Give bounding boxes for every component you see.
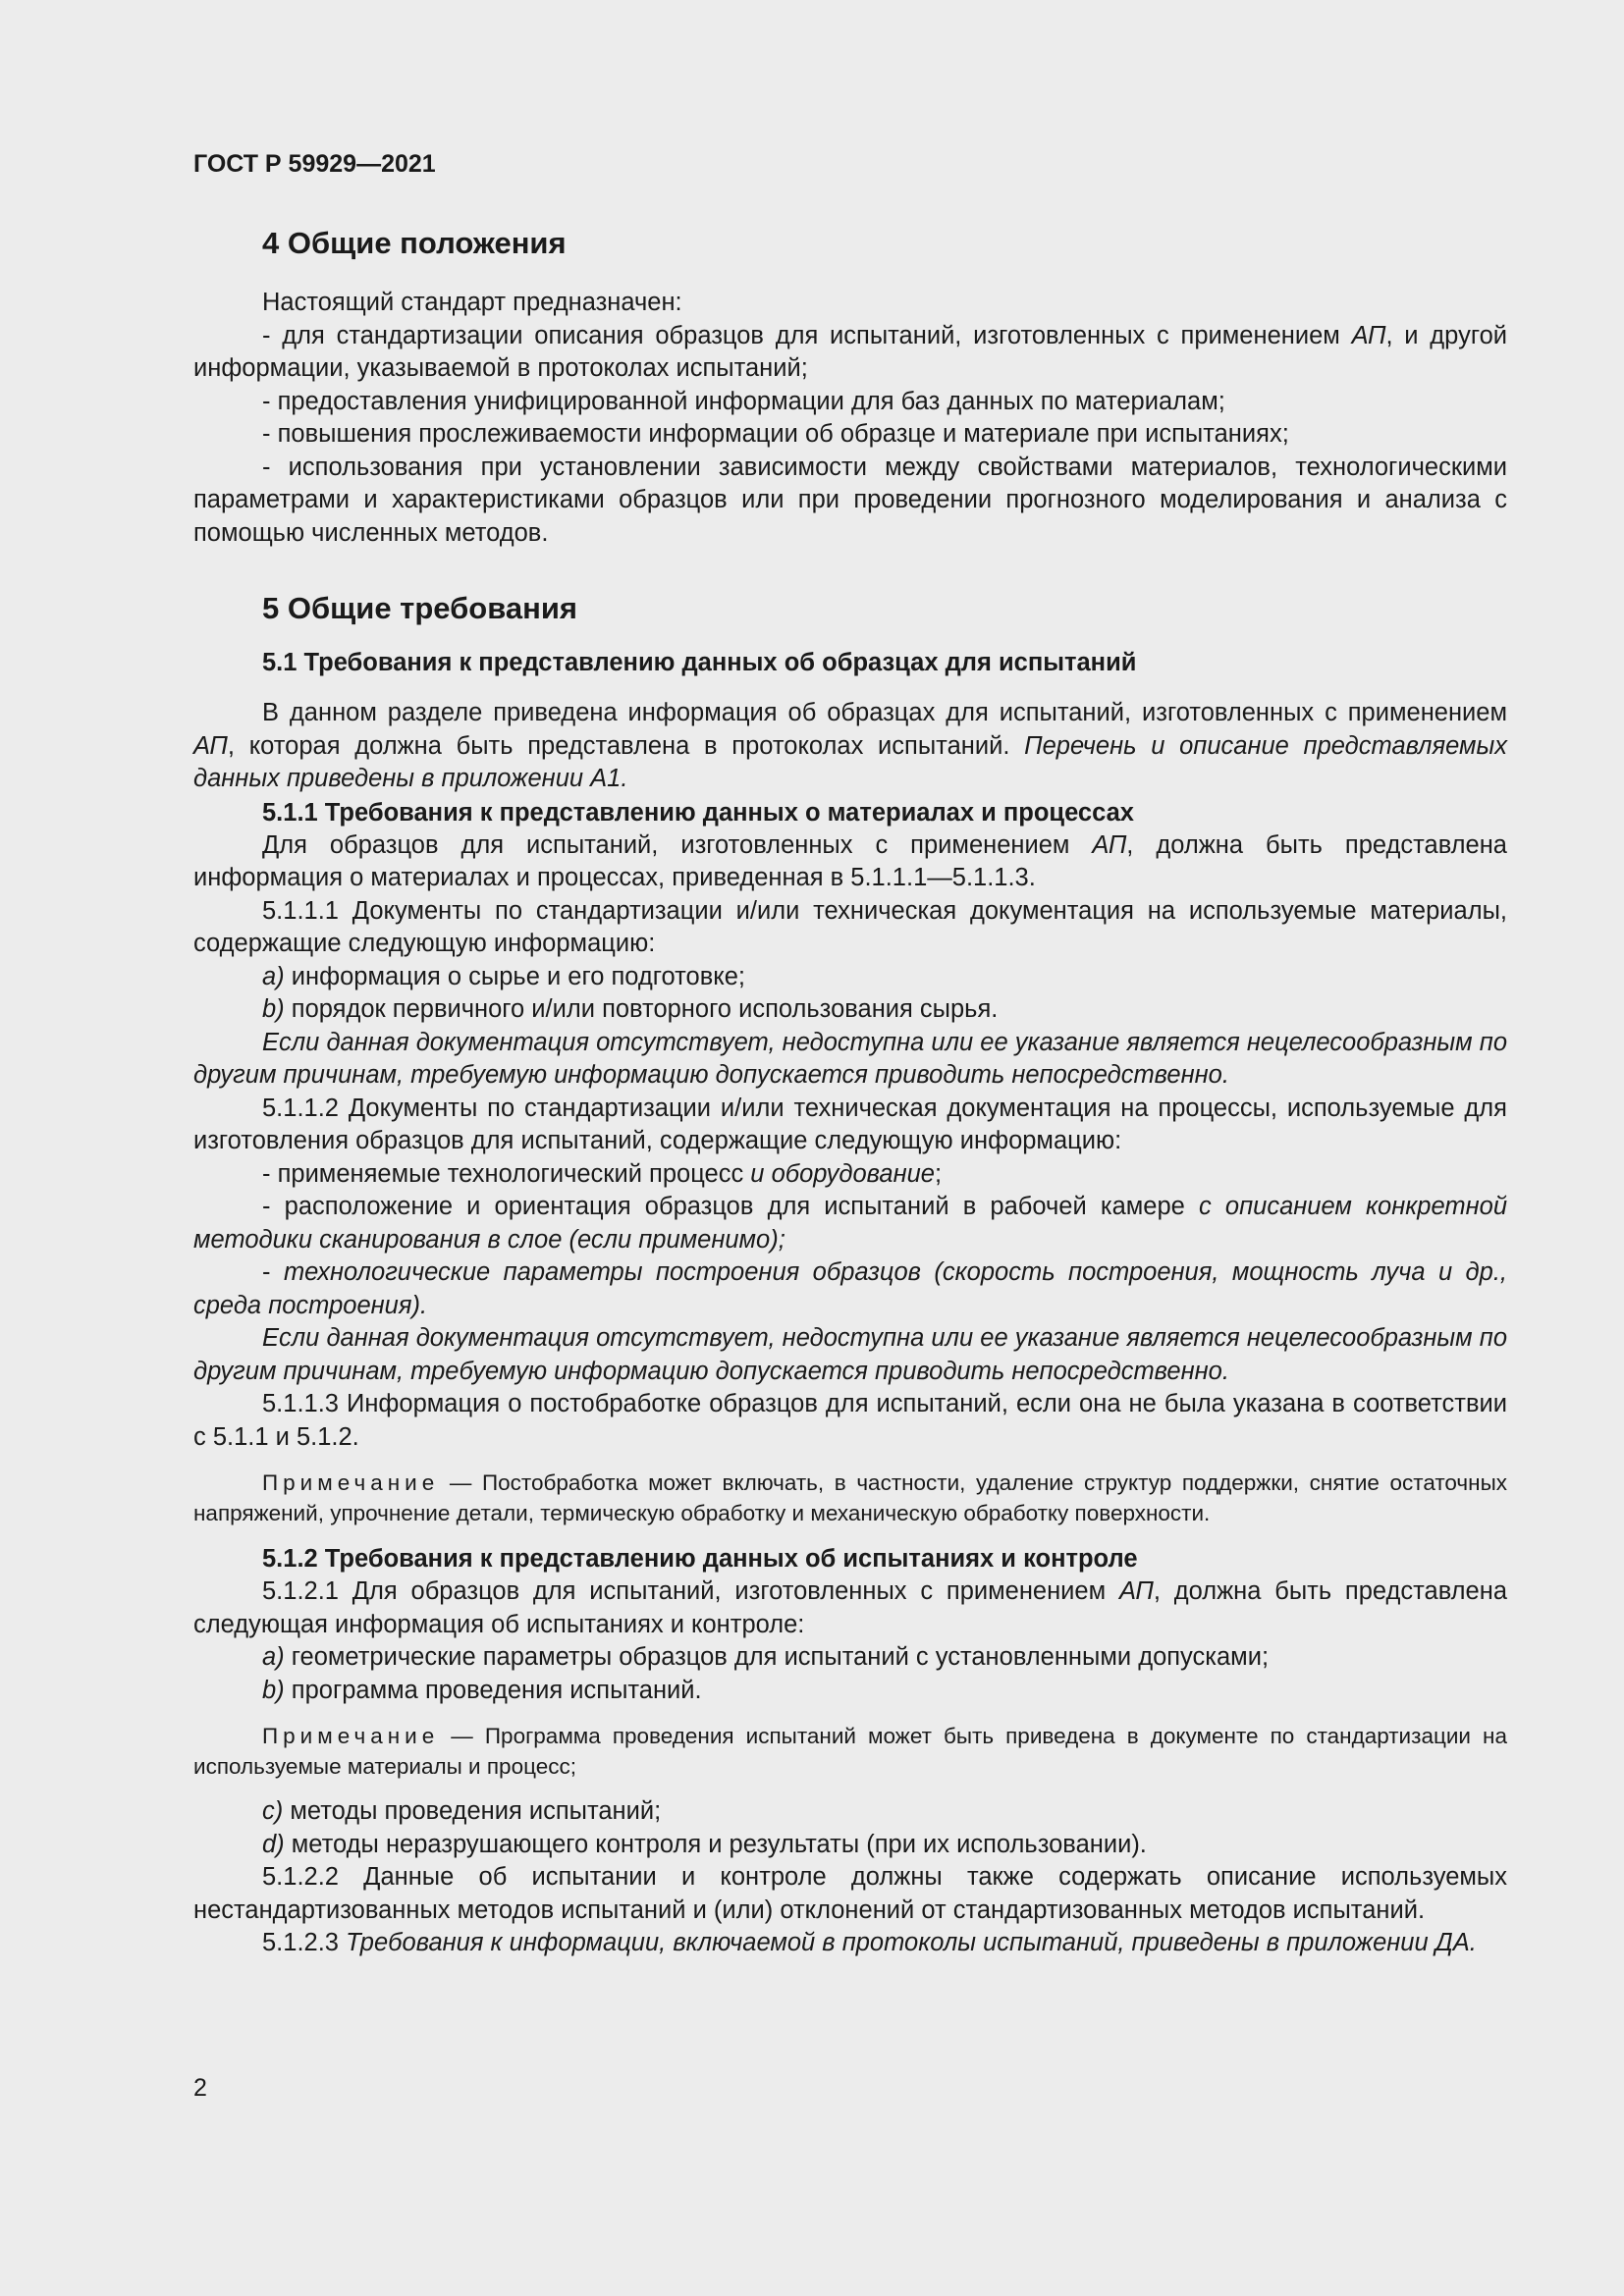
note-test-program: Примечание — Программа проведения испытаний может быть приведена в документе по стандартизации на используемые материалы и процесс; [193, 1724, 1507, 1779]
clause-5-1-2-1-item-a: a) геометрические параметры образцов для испытаний с установленными допусками; [262, 1643, 1270, 1671]
section-5-1-1-heading: 5.1.1 Требования к представлению данных о материалах и процессах [262, 798, 1134, 827]
clause-5-1-2-1: 5.1.2.1 Для образцов для испытаний, изготовленных с применением АП, должна быть представлена следующая информация об испытаниях и контроле: [193, 1577, 1507, 1638]
section-4-bullet-3: - повышения прослеживаемости информации об образце и материале при испытаниях; [262, 420, 1289, 448]
clause-5-1-1-3: 5.1.1.3 Информация о постобработке образцов для испытаний, если она не была указана в соответствии с 5.1.1 и 5.1.2. [193, 1390, 1507, 1451]
note-label: Примечание [262, 1724, 440, 1748]
clause-5-1-2-1-item-b: b) программа проведения испытаний. [262, 1676, 702, 1704]
clause-5-1-2-1-item-c: c) методы проведения испытаний; [262, 1797, 662, 1825]
section-5-1-2-heading: 5.1.2 Требования к представлению данных об испытаниях и контроле [262, 1545, 1138, 1573]
clause-5-1-2-1-item-d: d) методы неразрушающего контроля и результаты (при их использовании). [262, 1830, 1147, 1858]
clause-5-1-1-2-bullet-3: - технологические параметры построения образцов (скорость построения, мощность луча и др., среда построения). [193, 1258, 1508, 1319]
section-5-1-1-paragraph: Для образцов для испытаний, изготовленных с применением АП, должна быть представлена информация о материалах и процессах, приведенная в 5.1.1.1—5.1.1.3. [193, 830, 1507, 891]
section-4-bullet-4: - использования при установлении зависимости между свойствами материалов, технологическими параметрами и характеристиками образцов или при проведении прогнозного моделирования и анализа с помощью численных методов. [193, 453, 1507, 547]
section-4-heading: 4 Общие положения [262, 226, 567, 260]
clause-5-1-1-1-note: Если данная документация отсутствует, недоступна или ее указание является нецелесообразным по другим причинам, требуемую информацию допускается приводить непосредственно. [193, 1028, 1507, 1089]
section-4-intro: Настоящий стандарт предназначен: [262, 289, 682, 316]
section-4-bullet-2: - предоставления унифицированной информации для баз данных по материалам; [262, 387, 1225, 415]
clause-5-1-1-1: 5.1.1.1 Документы по стандартизации и/или техническая документация на используемые материалы, содержащие следующую информацию: [193, 896, 1507, 957]
section-4-bullet-1: - для стандартизации описания образцов для испытаний, изготовленных с применением АП, и другой информации, указываемой в протоколах испытаний; [193, 321, 1507, 382]
section-5-1-heading: 5.1 Требования к представлению данных об образцах для испытаний [262, 649, 1137, 676]
clause-5-1-1-2-bullet-1: - применяемые технологический процесс и оборудование; [262, 1159, 943, 1188]
page-content [193, 224, 1507, 1960]
clause-5-1-2-3: 5.1.2.3 Требования к информации, включаемой в протоколы испытаний, приведены в приложении ДА. [262, 1929, 1477, 1956]
clause-5-1-2-2: 5.1.2.2 Данные об испытании и контроле должны также содержать описание используемых нестандартизованных методов испытаний и (или) отклонений от стандартизованных методов испытаний. [193, 1863, 1507, 1924]
section-5-1-paragraph: В данном разделе приведена информация об образцах для испытаний, изготовленных с применением АП, которая должна быть представлена в протоколах испытаний. Перечень и описание представляемых данных приведены в приложении А1. [193, 699, 1507, 792]
clause-5-1-1-2: 5.1.1.2 Документы по стандартизации и/или техническая документация на процессы, используемые для изготовления образцов для испытаний, содержащие следующую информацию: [193, 1094, 1507, 1154]
running-header: ГОСТ Р 59929—2021 [193, 150, 436, 178]
clause-5-1-1-2-bullet-2: - расположение и ориентация образцов для испытаний в рабочей камере с описанием конкретной методики сканирования в слое (если применимо); [193, 1193, 1508, 1254]
clause-5-1-1-1-item-a: a) информация о сырье и его подготовке; [262, 962, 745, 990]
clause-5-1-1-1-item-b: b) порядок первичного и/или повторного использования сырья. [262, 995, 999, 1023]
section-5-heading: 5 Общие требования [262, 591, 577, 625]
page-number: 2 [193, 2074, 207, 2102]
clause-5-1-1-2-note: Если данная документация отсутствует, недоступна или ее указание является нецелесообразным по другим причинам, требуемую информацию допускается приводить непосредственно. [193, 1324, 1507, 1385]
note-postprocessing: Примечание — Постобработка может включать, в частности, удаление структур поддержки, снятие остаточных напряжений, упрочнение детали, термическую обработку и механическую обработку поверхности. [193, 1470, 1507, 1525]
note-label: Примечание [262, 1470, 440, 1495]
